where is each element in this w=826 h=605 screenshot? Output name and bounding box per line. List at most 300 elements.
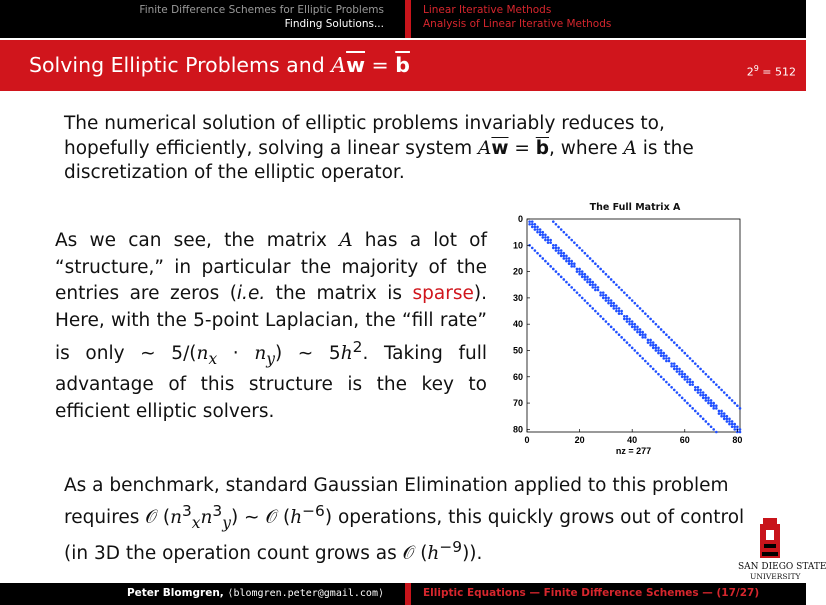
matrix-nonzero-point: [686, 402, 689, 405]
logo-text-line2: UNIVERSITY: [750, 572, 801, 581]
matrix-nonzero-point: [655, 347, 658, 350]
matrix-nonzero-point: [610, 299, 613, 302]
y-tick-label: 30: [512, 292, 523, 303]
matrix-nonzero-point: [686, 381, 689, 384]
matrix-nonzero-point: [576, 291, 579, 294]
y-tick-label: 50: [512, 345, 523, 356]
matrix-nonzero-point: [702, 370, 705, 373]
matrix-nonzero-point: [568, 236, 571, 239]
x-tick-label: 20: [574, 435, 585, 445]
matrix-nonzero-point: [560, 228, 563, 231]
matrix-nonzero-point: [697, 365, 700, 368]
y-tick-label: 0: [517, 214, 523, 224]
matrix-nonzero-point: [639, 354, 642, 357]
matrix-nonzero-point: [612, 304, 615, 307]
sparse-keyword: sparse: [412, 283, 474, 304]
matrix-nonzero-point: [576, 270, 579, 273]
matrix-nonzero-point: [636, 328, 639, 331]
matrix-nonzero-point: [618, 307, 621, 310]
matrix-nonzero-point: [623, 315, 626, 318]
matrix-nonzero-point: [563, 257, 566, 260]
matrix-nonzero-point: [683, 378, 686, 381]
matrix-nonzero-point: [726, 420, 729, 423]
matrix-nonzero-point: [707, 423, 710, 426]
matrix-nonzero-point: [563, 278, 566, 281]
matrix-nonzero-point: [573, 265, 576, 268]
matrix-nonzero-point: [620, 312, 623, 315]
matrix-nonzero-point: [594, 262, 597, 265]
matrix-nonzero-point: [599, 268, 602, 271]
matrix-nonzero-point: [681, 375, 684, 378]
matrix-nonzero-point: [568, 257, 571, 260]
matrix-nonzero-point: [689, 383, 692, 386]
matrix-nonzero-point: [660, 352, 663, 355]
matrix-nonzero-point: [581, 297, 584, 300]
matrix-nonzero-point: [739, 431, 742, 434]
matrix-nonzero-point: [597, 286, 600, 289]
matrix-nonzero-point: [612, 302, 615, 305]
matrix-nonzero-point: [705, 394, 708, 397]
matrix-nonzero-point: [686, 375, 689, 378]
matrix-nonzero-point: [549, 239, 552, 242]
matrix-nonzero-point: [610, 278, 613, 281]
matrix-nonzero-point: [728, 423, 731, 426]
matrix-nonzero-point: [699, 389, 702, 392]
matrix-nonzero-point: [723, 418, 726, 421]
matrix-nonzero-point: [594, 310, 597, 313]
matrix-nonzero-point: [581, 270, 584, 273]
matrix-nonzero-point: [673, 368, 676, 371]
matrix-nonzero-point: [644, 360, 647, 363]
matrix-nonzero-point: [694, 386, 697, 389]
matrix-nonzero-point: [739, 407, 742, 410]
matrix-nonzero-point: [699, 368, 702, 371]
matrix-nonzero-point: [539, 231, 542, 234]
matrix-nonzero-point: [565, 281, 568, 284]
matrix-nonzero-point: [699, 415, 702, 418]
nav-right-link-2[interactable]: Analysis of Linear Iterative Methods: [423, 18, 612, 30]
structure-paragraph: As we can see, the matrix A has a lot of “structure,” in particular the majority of the entries are zeros (i.e. the matrix is sparse). Here, with the 5-point Laplacian, the “fill rate” is only ∼ $5/(n_x \cdot n_y)$ ∼ $5h^2$. Taking full advantage of this structure is the key to efficient elliptic solvers.: [55, 230, 488, 422]
matrix-nonzero-point: [702, 394, 705, 397]
top-navigation-bar: [0, 0, 806, 38]
matrix-nonzero-point: [620, 336, 623, 339]
matrix-nonzero-point: [668, 336, 671, 339]
matrix-nonzero-point: [552, 268, 555, 271]
matrix-nonzero-point: [628, 297, 631, 300]
matrix-nonzero-point: [681, 397, 684, 400]
matrix-nonzero-point: [694, 362, 697, 365]
matrix-nonzero-point: [597, 265, 600, 268]
matrix-nonzero-point: [720, 389, 723, 392]
matrix-nonzero-point: [591, 281, 594, 284]
matrix-nonzero-point: [605, 297, 608, 300]
matrix-nonzero-point: [634, 328, 637, 331]
matrix-nonzero-point: [676, 344, 679, 347]
matrix-nonzero-point: [657, 373, 660, 376]
matrix-nonzero-point: [657, 347, 660, 350]
matrix-nonzero-point: [647, 341, 650, 344]
benchmark-paragraph: As a benchmark, standard Gaussian Elimination applied to this problem requires 𝒪 $(n^3_xn^3_y)$ ∼ 𝒪 $(h^{-6})$ operations, this quickly grows out of control (in 3D the operation count grows as 𝒪 $(h^{-9})$).: [64, 475, 745, 564]
footer-divider: [405, 583, 411, 605]
x-tick-label: 80: [732, 435, 743, 445]
matrix-nonzero-point: [678, 394, 681, 397]
matrix-nonzero-point: [641, 310, 644, 313]
matrix-nonzero-point: [681, 349, 684, 352]
matrix-nonzero-point: [591, 283, 594, 286]
matrix-nonzero-point: [644, 336, 647, 339]
matrix-nonzero-point: [718, 386, 721, 389]
matrix-nonzero-point: [655, 370, 658, 373]
matrix-nonzero-point: [668, 383, 671, 386]
matrix-nonzero-point: [639, 307, 642, 310]
matrix-nonzero-point: [570, 265, 573, 268]
x-tick-label: 60: [679, 435, 690, 445]
matrix-nonzero-point: [673, 365, 676, 368]
matrix-nonzero-point: [636, 326, 639, 329]
matrix-nonzero-point: [639, 328, 642, 331]
matrix-nonzero-point: [662, 331, 665, 334]
matrix-nonzero-point: [720, 415, 723, 418]
matrix-nonzero-point: [631, 347, 634, 350]
matrix-nonzero-point: [536, 231, 539, 234]
matrix-nonzero-point: [547, 262, 550, 265]
matrix-nonzero-point: [710, 402, 713, 405]
matrix-nonzero-point: [723, 415, 726, 418]
matrix-nonzero-point: [710, 378, 713, 381]
matrix-nonzero-point: [681, 370, 684, 373]
matrix-nonzero-point: [589, 281, 592, 284]
matrix-nonzero-point: [547, 241, 550, 244]
matrix-nonzero-point: [549, 265, 552, 268]
matrix-nonzero-point: [639, 331, 642, 334]
matrix-nonzero-point: [555, 270, 558, 273]
matrix-nonzero-point: [536, 226, 539, 229]
matrix-nonzero-point: [647, 315, 650, 318]
matrix-nonzero-point: [563, 252, 566, 255]
matrix-nonzero-point: [631, 299, 634, 302]
matrix-nonzero-point: [612, 307, 615, 310]
matrix-nonzero-point: [610, 304, 613, 307]
matrix-nonzero-point: [705, 397, 708, 400]
matrix-nonzero-point: [576, 268, 579, 271]
matrix-nonzero-point: [618, 286, 621, 289]
matrix-nonzero-point: [710, 404, 713, 407]
nav-section-block: [0, 0, 400, 38]
matrix-nonzero-point: [728, 418, 731, 421]
matrix-nonzero-point: [607, 302, 610, 305]
matrix-nonzero-point: [731, 423, 734, 426]
matrix-nonzero-point: [712, 428, 715, 431]
matrix-nonzero-point: [528, 223, 531, 226]
matrix-nonzero-point: [649, 341, 652, 344]
matrix-nonzero-point: [560, 252, 563, 255]
intro-paragraph: The numerical solution of elliptic problems invariably reduces to, hopefully efficiently, solving a linear system $A\overline{w} = \overline{b}$, where A is the discretization of the elliptic operator.: [64, 113, 694, 183]
matrix-nonzero-point: [697, 389, 700, 392]
matrix-nonzero-point: [726, 418, 729, 421]
matrix-nonzero-point: [541, 231, 544, 234]
matrix-nonzero-point: [541, 236, 544, 239]
matrix-nonzero-point: [655, 344, 658, 347]
matrix-nonzero-point: [615, 307, 618, 310]
matrix-nonzero-point: [605, 299, 608, 302]
matrix-nonzero-point: [607, 297, 610, 300]
matrix-nonzero-point: [570, 260, 573, 263]
matrix-nonzero-point: [594, 289, 597, 292]
matrix-nonzero-point: [676, 370, 679, 373]
matrix-nonzero-point: [678, 347, 681, 350]
matrix-nonzero-point: [581, 276, 584, 279]
matrix-nonzero-point: [641, 336, 644, 339]
matrix-nonzero-point: [586, 302, 589, 305]
matrix-nonzero-point: [555, 249, 558, 252]
matrix-nonzero-point: [602, 270, 605, 273]
matrix-nonzero-point: [649, 344, 652, 347]
matrix-nonzero-point: [678, 370, 681, 373]
matrix-nonzero-point: [541, 233, 544, 236]
y-tick-label: 60: [512, 371, 523, 382]
matrix-nonzero-point: [536, 252, 539, 255]
matrix-nonzero-point: [634, 326, 637, 329]
matrix-nonzero-point: [565, 257, 568, 260]
matrix-nonzero-point: [547, 239, 550, 242]
matrix-nonzero-point: [628, 318, 631, 321]
matrix-nonzero-point: [660, 349, 663, 352]
matrix-nonzero-point: [670, 362, 673, 365]
matrix-nonzero-point: [557, 252, 560, 255]
matrix-nonzero-point: [689, 378, 692, 381]
matrix-nonzero-point: [623, 318, 626, 321]
matrix-nonzero-point: [605, 273, 608, 276]
matrix-nonzero-point: [555, 223, 558, 226]
matrix-nonzero-point: [665, 381, 668, 384]
matrix-nonzero-point: [686, 378, 689, 381]
matrix-nonzero-point: [715, 407, 718, 410]
matrix-nonzero-point: [641, 333, 644, 336]
matrix-nonzero-point: [715, 404, 718, 407]
matrix-nonzero-point: [702, 418, 705, 421]
matrix-nonzero-point: [673, 362, 676, 365]
nav-section-link[interactable]: Finite Difference Schemes for Elliptic Problems: [139, 4, 384, 16]
matrix-nonzero-point: [573, 289, 576, 292]
matrix-nonzero-point: [615, 283, 618, 286]
matrix-nonzero-point: [731, 420, 734, 423]
matrix-nonzero-point: [618, 312, 621, 315]
matrix-nonzero-point: [589, 304, 592, 307]
matrix-nonzero-point: [697, 391, 700, 394]
matrix-nonzero-point: [678, 368, 681, 371]
matrix-nonzero-point: [605, 294, 608, 297]
matrix-nonzero-point: [707, 402, 710, 405]
footer-author-block: [0, 583, 400, 605]
matrix-nonzero-point: [649, 318, 652, 321]
matrix-nonzero-point: [676, 368, 679, 371]
matrix-nonzero-point: [610, 326, 613, 329]
matrix-nonzero-point: [720, 410, 723, 413]
matrix-nonzero-point: [599, 315, 602, 318]
matrix-nonzero-point: [691, 407, 694, 410]
matrix-nonzero-point: [618, 310, 621, 313]
matrix-nonzero-point: [636, 304, 639, 307]
matrix-nonzero-point: [702, 391, 705, 394]
matrix-nonzero-point: [731, 399, 734, 402]
matrix-nonzero-point: [652, 347, 655, 350]
title-bar: [0, 40, 806, 91]
matrix-nonzero-point: [539, 233, 542, 236]
matrix-nonzero-point: [612, 328, 615, 331]
nav-divider: [405, 0, 411, 38]
chart-title: The Full Matrix A: [589, 202, 681, 213]
matrix-nonzero-point: [602, 291, 605, 294]
y-tick-label: 40: [512, 319, 523, 330]
frame-number: $2^9 = 512$: [746, 64, 796, 79]
matrix-nonzero-point: [539, 255, 542, 258]
matrix-nonzero-point: [720, 412, 723, 415]
matrix-nonzero-point: [728, 397, 731, 400]
matrix-nonzero-point: [578, 273, 581, 276]
matrix-nonzero-point: [534, 223, 537, 226]
matrix-nonzero-point: [570, 286, 573, 289]
matrix-nonzero-point: [736, 425, 739, 428]
matrix-nonzero-point: [589, 257, 592, 260]
matrix-nonzero-point: [557, 247, 560, 250]
matrix-nonzero-point: [683, 399, 686, 402]
matrix-nonzero-point: [665, 357, 668, 360]
x-tick-label: 40: [627, 435, 638, 445]
matrix-nonzero-point: [568, 262, 571, 265]
matrix-nonzero-point: [660, 328, 663, 331]
matrix-nonzero-point: [597, 289, 600, 292]
matrix-nonzero-point: [712, 402, 715, 405]
footer-author: Peter Blomgren, ⟨blomgren.peter@gmail.com⟩: [126, 587, 384, 599]
matrix-nonzero-point: [555, 247, 558, 250]
matrix-nonzero-point: [626, 318, 629, 321]
matrix-nonzero-point: [670, 365, 673, 368]
matrix-nonzero-point: [673, 389, 676, 392]
matrix-nonzero-point: [694, 410, 697, 413]
matrix-nonzero-point: [628, 320, 631, 323]
matrix-nonzero-point: [662, 357, 665, 360]
logo-text-line1: SAN DIEGO STATE: [738, 562, 826, 572]
matrix-nonzero-point: [544, 239, 547, 242]
matrix-nonzero-point: [544, 233, 547, 236]
matrix-nonzero-point: [531, 220, 534, 223]
matrix-nonzero-point: [657, 352, 660, 355]
matrix-nonzero-point: [631, 320, 634, 323]
matrix-nonzero-point: [552, 247, 555, 250]
matrix-nonzero-point: [689, 404, 692, 407]
matrix-nonzero-point: [699, 394, 702, 397]
matrix-nonzero-point: [599, 291, 602, 294]
matrix-nonzero-point: [634, 349, 637, 352]
matrix-nonzero-point: [584, 276, 587, 279]
matrix-nonzero-point: [557, 226, 560, 229]
matrix-nonzero-point: [710, 399, 713, 402]
matrix-nonzero-point: [641, 331, 644, 334]
matrix-nonzero-point: [610, 302, 613, 305]
matrix-nonzero-point: [591, 286, 594, 289]
matrix-nonzero-point: [639, 333, 642, 336]
matrix-nonzero-point: [691, 383, 694, 386]
matrix-nonzero-point: [534, 249, 537, 252]
matrix-nonzero-point: [620, 310, 623, 313]
matrix-nonzero-point: [649, 365, 652, 368]
matrix-nonzero-point: [531, 226, 534, 229]
matrix-nonzero-point: [665, 354, 668, 357]
matrix-nonzero-point: [657, 349, 660, 352]
matrix-nonzero-point: [655, 349, 658, 352]
matrix-nonzero-point: [584, 278, 587, 281]
matrix-nonzero-point: [578, 270, 581, 273]
nav-subsection-link[interactable]: Finding Solutions...: [284, 18, 384, 30]
slide-title: Solving Elliptic Problems and $A\overline{w} = \overline{b}$: [29, 53, 410, 77]
matrix-nonzero-point: [570, 262, 573, 265]
matrix-nonzero-point: [712, 381, 715, 384]
matrix-nonzero-point: [586, 276, 589, 279]
matrix-nonzero-point: [733, 425, 736, 428]
matrix-nonzero-point: [660, 354, 663, 357]
nav-right-link-1[interactable]: Linear Iterative Methods: [423, 4, 552, 16]
matrix-nonzero-point: [707, 375, 710, 378]
matrix-nonzero-point: [641, 357, 644, 360]
matrix-nonzero-point: [620, 289, 623, 292]
footer-bar: [0, 583, 806, 605]
matrix-nonzero-point: [615, 304, 618, 307]
sparsity-plot: [500, 210, 760, 465]
footer-title-pagenum: Elliptic Equations — Finite Difference Schemes — (17/27): [423, 587, 760, 599]
matrix-nonzero-point: [531, 247, 534, 250]
matrix-nonzero-point: [531, 223, 534, 226]
matrix-nonzero-point: [626, 315, 629, 318]
matrix-nonzero-point: [715, 383, 718, 386]
matrix-nonzero-point: [623, 291, 626, 294]
matrix-nonzero-point: [568, 260, 571, 263]
matrix-nonzero-point: [689, 357, 692, 360]
matrix-nonzero-point: [634, 323, 637, 326]
matrix-nonzero-point: [626, 294, 629, 297]
matrix-nonzero-point: [705, 420, 708, 423]
matrix-nonzero-point: [697, 412, 700, 415]
matrix-nonzero-point: [594, 286, 597, 289]
matrix-nonzero-point: [607, 299, 610, 302]
matrix-nonzero-point: [652, 368, 655, 371]
matrix-nonzero-point: [705, 373, 708, 376]
matrix-nonzero-point: [718, 412, 721, 415]
matrix-nonzero-point: [555, 244, 558, 247]
matrix-nonzero-point: [631, 326, 634, 329]
matrix-nonzero-point: [602, 297, 605, 300]
matrix-nonzero-point: [565, 233, 568, 236]
matrix-nonzero-point: [733, 428, 736, 431]
matrix-nonzero-point: [557, 273, 560, 276]
matrix-nonzero-point: [586, 255, 589, 258]
matrix-nonzero-point: [568, 283, 571, 286]
matrix-nonzero-point: [605, 320, 608, 323]
matrix-nonzero-point: [634, 302, 637, 305]
matrix-nonzero-point: [723, 412, 726, 415]
matrix-nonzero-point: [644, 312, 647, 315]
matrix-nonzero-point: [591, 260, 594, 263]
matrix-nonzero-point: [662, 352, 665, 355]
matrix-nonzero-point: [581, 273, 584, 276]
matrix-nonzero-point: [670, 339, 673, 342]
matrix-nonzero-point: [697, 386, 700, 389]
matrix-nonzero-point: [607, 323, 610, 326]
matrix-nonzero-point: [715, 431, 718, 434]
matrix-nonzero-point: [584, 252, 587, 255]
x-tick-label: 0: [524, 435, 530, 445]
matrix-nonzero-point: [615, 310, 618, 313]
matrix-nonzero-point: [707, 397, 710, 400]
